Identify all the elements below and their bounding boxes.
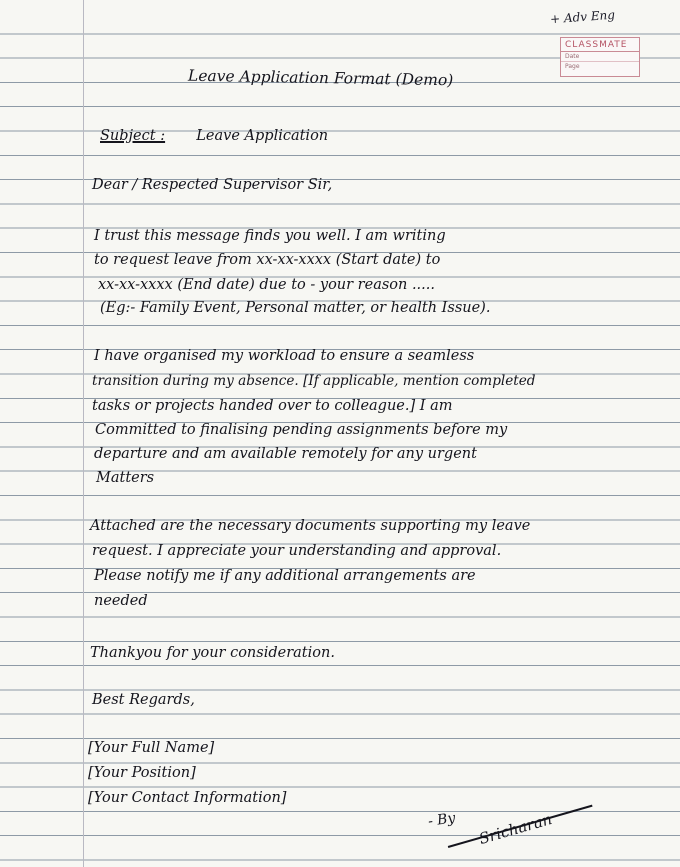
paragraph1-line3: xx-xx-xxxx (End date) due to - your reason ..... (98, 277, 435, 293)
corner-note: + Adv Eng (549, 7, 616, 27)
paragraph2-line5: departure and am available remotely for any urgent (94, 446, 477, 462)
author-by-label: - By (427, 810, 457, 830)
paragraph1-line4: (Eg:- Family Event, Personal matter, or health Issue). (100, 300, 491, 316)
paragraph2-line1: I have organised my workload to ensure a seamless (94, 348, 475, 364)
subject-label: Subject : (100, 128, 166, 144)
date-field: Date (561, 52, 639, 62)
paragraph2-line4: Committed to finalising pending assignments before my (95, 422, 508, 438)
page-field: Page (565, 63, 580, 70)
margin-line (83, 0, 84, 867)
paragraph3-line2: request. I appreciate your understanding and approval. (92, 543, 502, 559)
signoff: Best Regards, (92, 692, 195, 708)
paragraph3-line1: Attached are the necessary documents supporting my leave (90, 518, 531, 534)
paragraph2-line3: tasks or projects handed over to colleague.] I am (92, 398, 453, 414)
author-signature: Sricharan (476, 810, 555, 848)
closing-line: Thankyou for your consideration. (90, 645, 335, 661)
signature-underline (448, 805, 593, 848)
paragraph1-line2: to request leave from xx-xx-xxxx (Start date) to (94, 252, 441, 268)
salutation: Dear / Respected Supervisor Sir, (92, 177, 333, 193)
paragraph3-line3: Please notify me if any additional arrangements are (94, 568, 476, 584)
paragraph3-line4: needed (94, 593, 148, 609)
subject-line (100, 126, 328, 146)
notebook-brand-box (560, 37, 640, 77)
paragraph2-line6: Matters (96, 470, 155, 486)
paragraph2-line2: transition during my absence. [If applicable, mention completed (92, 373, 536, 389)
subject-text: Leave Application (196, 128, 329, 144)
brand-name: CLASSMATE (561, 38, 639, 52)
signature-full-name: [Your Full Name] (88, 740, 215, 756)
signature-position: [Your Position] (88, 765, 196, 781)
paragraph1-line1: I trust this message finds you well. I am writing (94, 228, 446, 244)
page-title: Leave Application Format (Demo) (187, 66, 454, 90)
signature-contact: [Your Contact Information] (88, 790, 287, 806)
